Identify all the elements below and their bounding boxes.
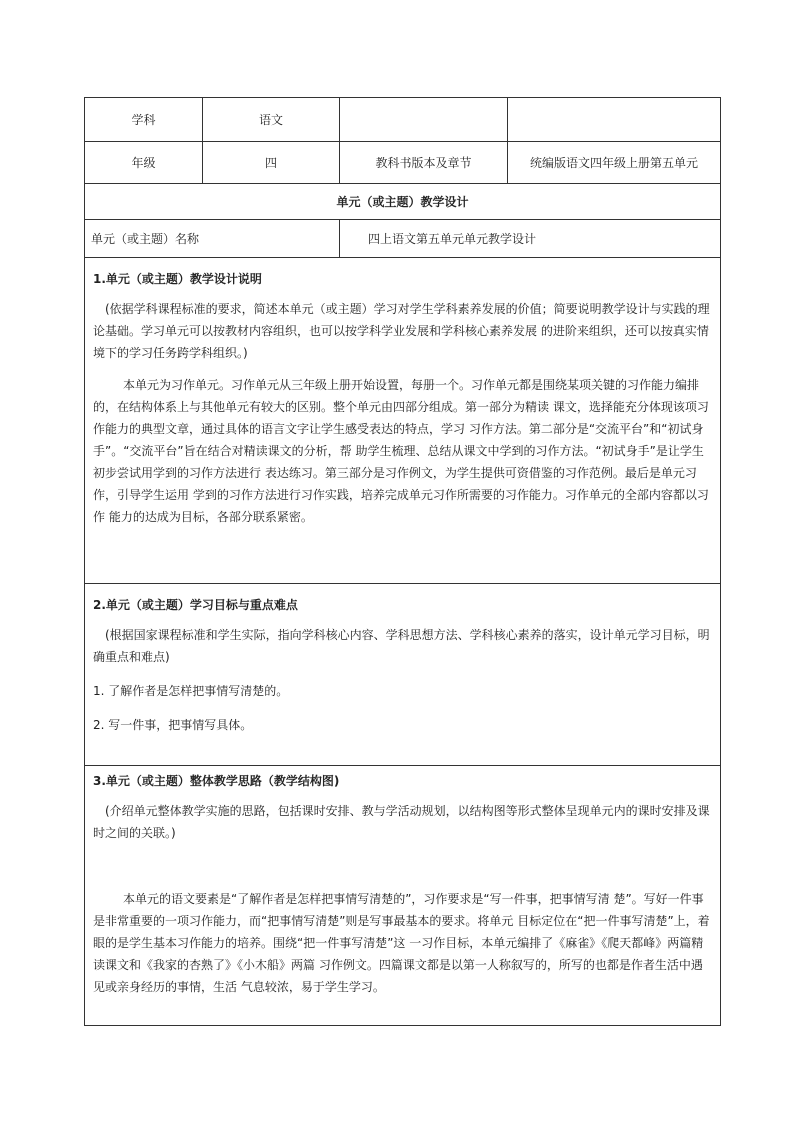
- unit-design-title: 单元（或主题）教学设计: [85, 184, 721, 220]
- section3-heading: 3.单元（或主题）整体教学思路（教学结构图): [93, 774, 340, 788]
- unit-name-row: [85, 220, 721, 258]
- grade-row: [85, 142, 721, 184]
- section2-row: [85, 584, 721, 766]
- subject-value: 语文: [203, 98, 340, 142]
- empty-cell: [340, 98, 508, 142]
- section1-row: [85, 258, 721, 584]
- unit-name-label: 单元（或主题）名称: [85, 220, 340, 258]
- section1-body: 本单元为习作单元。习作单元从三年级上册开始设置，每册一个。习作单元都是围绕某项关键的习作能力编排的，在结构体系上与其他单元有较大的区别。整个单元由四部分组成。第一部分为精读 课文，选择能充分体现该项习作能力的典型文章，通过具体的语言文字让学生感受表达的特点，学习 习作方法。第二部分是“交流平台”和“初试身手”。“交流平台”旨在结合对精读课文的分析，帮 助学生梳理、总结从课文中学到的习作方法。“初试身手”是让学生初步尝试用学到的习作方法进行 表达练习。第三部分是习作例文，为学生提供可资借鉴的习作范例。最后是单元习作，引导学生运用 学到的习作方法进行习作实践，培养完成单元习作所需要的习作能力。习作单元的全部内容都以习作 能力的达成为目标，各部分联系紧密。: [93, 378, 709, 524]
- section2-goal-2: 2. 写一件事，把事情写具体。: [93, 718, 253, 732]
- section3-note: (介绍单元整体教学实施的思路，包括课时安排、教与学活动规划，以结构图等形式整体呈现单元内的课时安排及课时之间的关联。): [93, 804, 710, 840]
- section3-cell: [85, 766, 721, 1026]
- section2-goal-1: 1. 了解作者是怎样把事情写清楚的。: [93, 684, 289, 698]
- section2-cell: [85, 584, 721, 766]
- unit-design-title-row: [85, 184, 721, 220]
- textbook-value: 统编版语文四年级上册第五单元: [508, 142, 721, 184]
- section1-note: (依据学科课程标准的要求，简述本单元（或主题）学习对学生学科素养发展的价值；简要说明教学设计与实践的理论基础。学习单元可以按教材内容组织，也可以按学科学业发展和学科核心素养发展 的进阶来组织，还可以按真实情境下的学习任务跨学科组织。): [93, 302, 710, 360]
- subject-label: 学科: [85, 98, 203, 142]
- empty-cell: [508, 98, 721, 142]
- textbook-label: 教科书版本及章节: [340, 142, 508, 184]
- section2-note: (根据国家课程标准和学生实际，指向学科核心内容、学科思想方法、学科核心素养的落实，设计单元学习目标，明确重点和难点): [93, 628, 710, 664]
- unit-name-value: [340, 220, 721, 258]
- section3-row: [85, 766, 721, 1026]
- grade-value: 四: [203, 142, 340, 184]
- section2-heading: 2.单元（或主题）学习目标与重点难点: [93, 598, 298, 612]
- section1-heading: 1.单元（或主题）教学设计说明: [93, 272, 262, 286]
- grade-label: 年级: [85, 142, 203, 184]
- subject-row: [85, 98, 721, 142]
- unit-name-text: 四上语文第五单元单元教学设计: [368, 232, 537, 246]
- section3-spacer: [93, 854, 712, 888]
- lesson-plan-table: [84, 97, 721, 1026]
- section3-body: 本单元的语文要素是“了解作者是怎样把事情写清楚的”，习作要求是“写一件事，把事情写清 楚”。写好一件事是非常重要的一项习作能力，而“把事情写清楚”则是写事最基本的要求。将单元 目标定位在“把一件事写清楚”上，着眼的是学生基本习作能力的培养。围绕“把一件事写清楚”这 一习作目标，本单元编排了《麻雀》《爬天都峰》两篇精读课文和《我家的杏熟了》《小木船》两篇 习作例文。四篇课文都是以第一人称叙写的，所写的也都是作者生活中遇见或亲身经历的事情，生活 气息较浓，易于学生学习。: [93, 892, 710, 994]
- section1-cell: [85, 258, 721, 584]
